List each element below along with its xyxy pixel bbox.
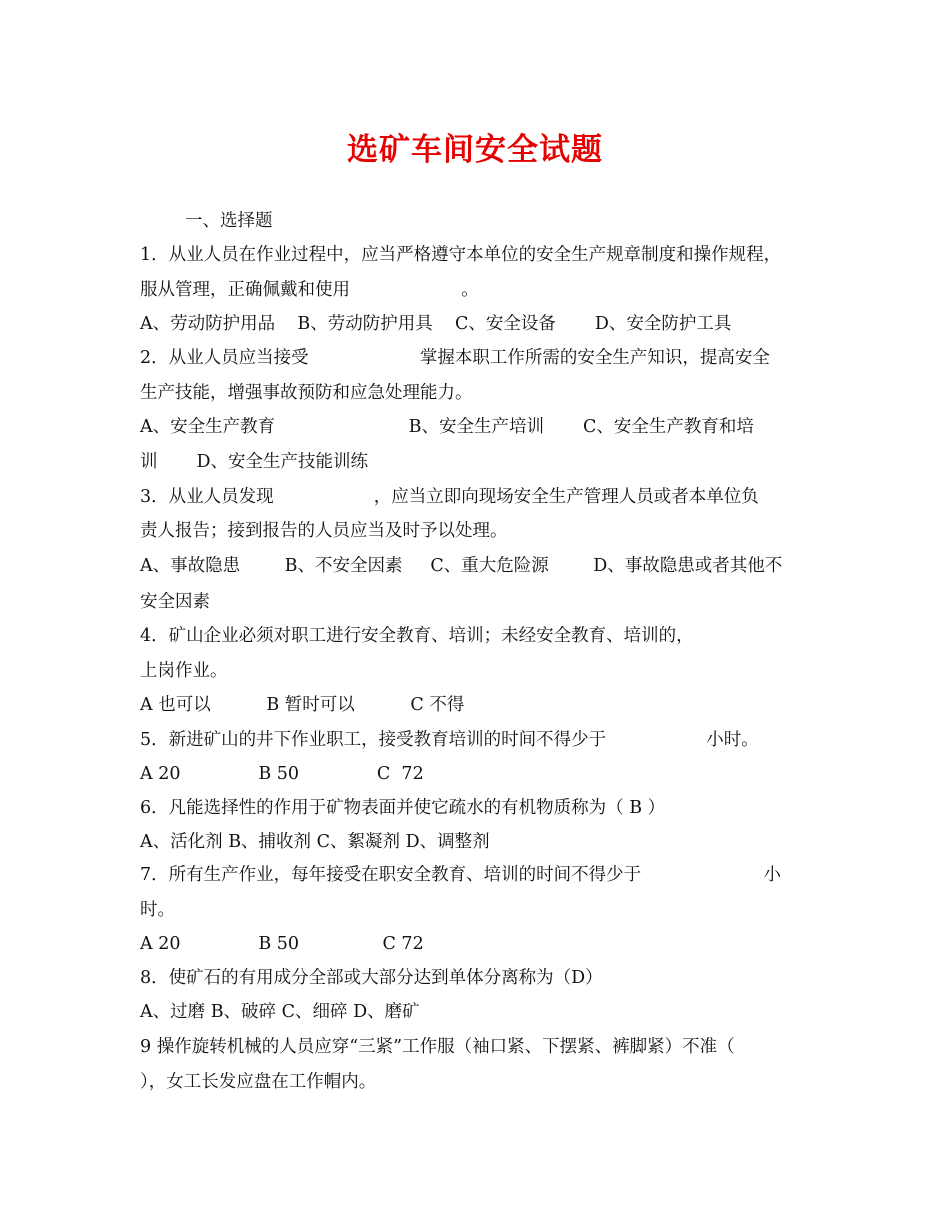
text-line: ），女工长发应盘在工作帽内。	[140, 1072, 377, 1092]
text-line: A、活化剂 B、捕收剂 C、絮凝剂 D、调整剂	[140, 832, 490, 852]
text-line: 2．从业人员应当接受 掌握本职工作所需的安全生产知识，提高安全	[140, 348, 770, 368]
text-line: 1．从业人员在作业过程中，应当严格遵守本单位的安全生产规章制度和操作规程，	[140, 245, 782, 265]
text-line: 责人报告；接到报告的人员应当及时予以处理。	[140, 521, 508, 541]
text-line: 训 D、安全生产技能训练	[140, 452, 368, 472]
text-line: 5．新进矿山的井下作业职工，接受教育培训的时间不得少于 小时。	[140, 730, 759, 750]
text-line: 生产技能，增强事故预防和应急处理能力。	[140, 383, 473, 403]
text-line: 8．使矿石的有用成分全部或大部分达到单体分离称为（D）	[140, 968, 603, 988]
text-line: A、过磨 B、破碎 C、细碎 D、磨矿	[140, 1002, 420, 1022]
text-line: 时。	[140, 900, 175, 920]
text-line: A 20 B 50 C 72	[140, 764, 424, 784]
text-line: A、事故隐患 B、不安全因素 C、重大危险源 D、事故隐患或者其他不	[140, 556, 783, 576]
text-line: A、安全生产教育 B、安全生产培训 C、安全生产教育和培	[140, 417, 754, 437]
text-line: A 也可以 B 暂时可以 C 不得	[140, 695, 465, 715]
text-line: 服从管理，正确佩戴和使用 。	[140, 280, 479, 300]
text-line: 上岗作业。	[140, 661, 228, 681]
text-line: 6．凡能选择性的作用于矿物表面并使它疏水的有机物质称为（ B ）	[140, 798, 666, 818]
text-line: 9 操作旋转机械的人员应穿“三紧”工作服（袖口紧、下摆紧、裤脚紧）不准（	[140, 1037, 735, 1057]
section-heading: 一、选择题	[185, 211, 273, 231]
text-line: 安全因素	[140, 592, 210, 612]
text-line: A 20 B 50 C 72	[140, 934, 424, 954]
text-line: A、劳动防护用品 B、劳动防护用具 C、安全设备 D、安全防护工具	[140, 314, 732, 334]
text-line: 3．从业人员发现 ，应当立即向现场安全生产管理人员或者本单位负	[140, 487, 759, 507]
text-line: 7．所有生产作业，每年接受在职安全教育、培训的时间不得少于 小	[140, 865, 782, 885]
text-line: 4．矿山企业必须对职工进行安全教育、培训；未经安全教育、培训的，	[140, 626, 694, 646]
document-title: 选矿车间安全试题	[347, 132, 603, 168]
